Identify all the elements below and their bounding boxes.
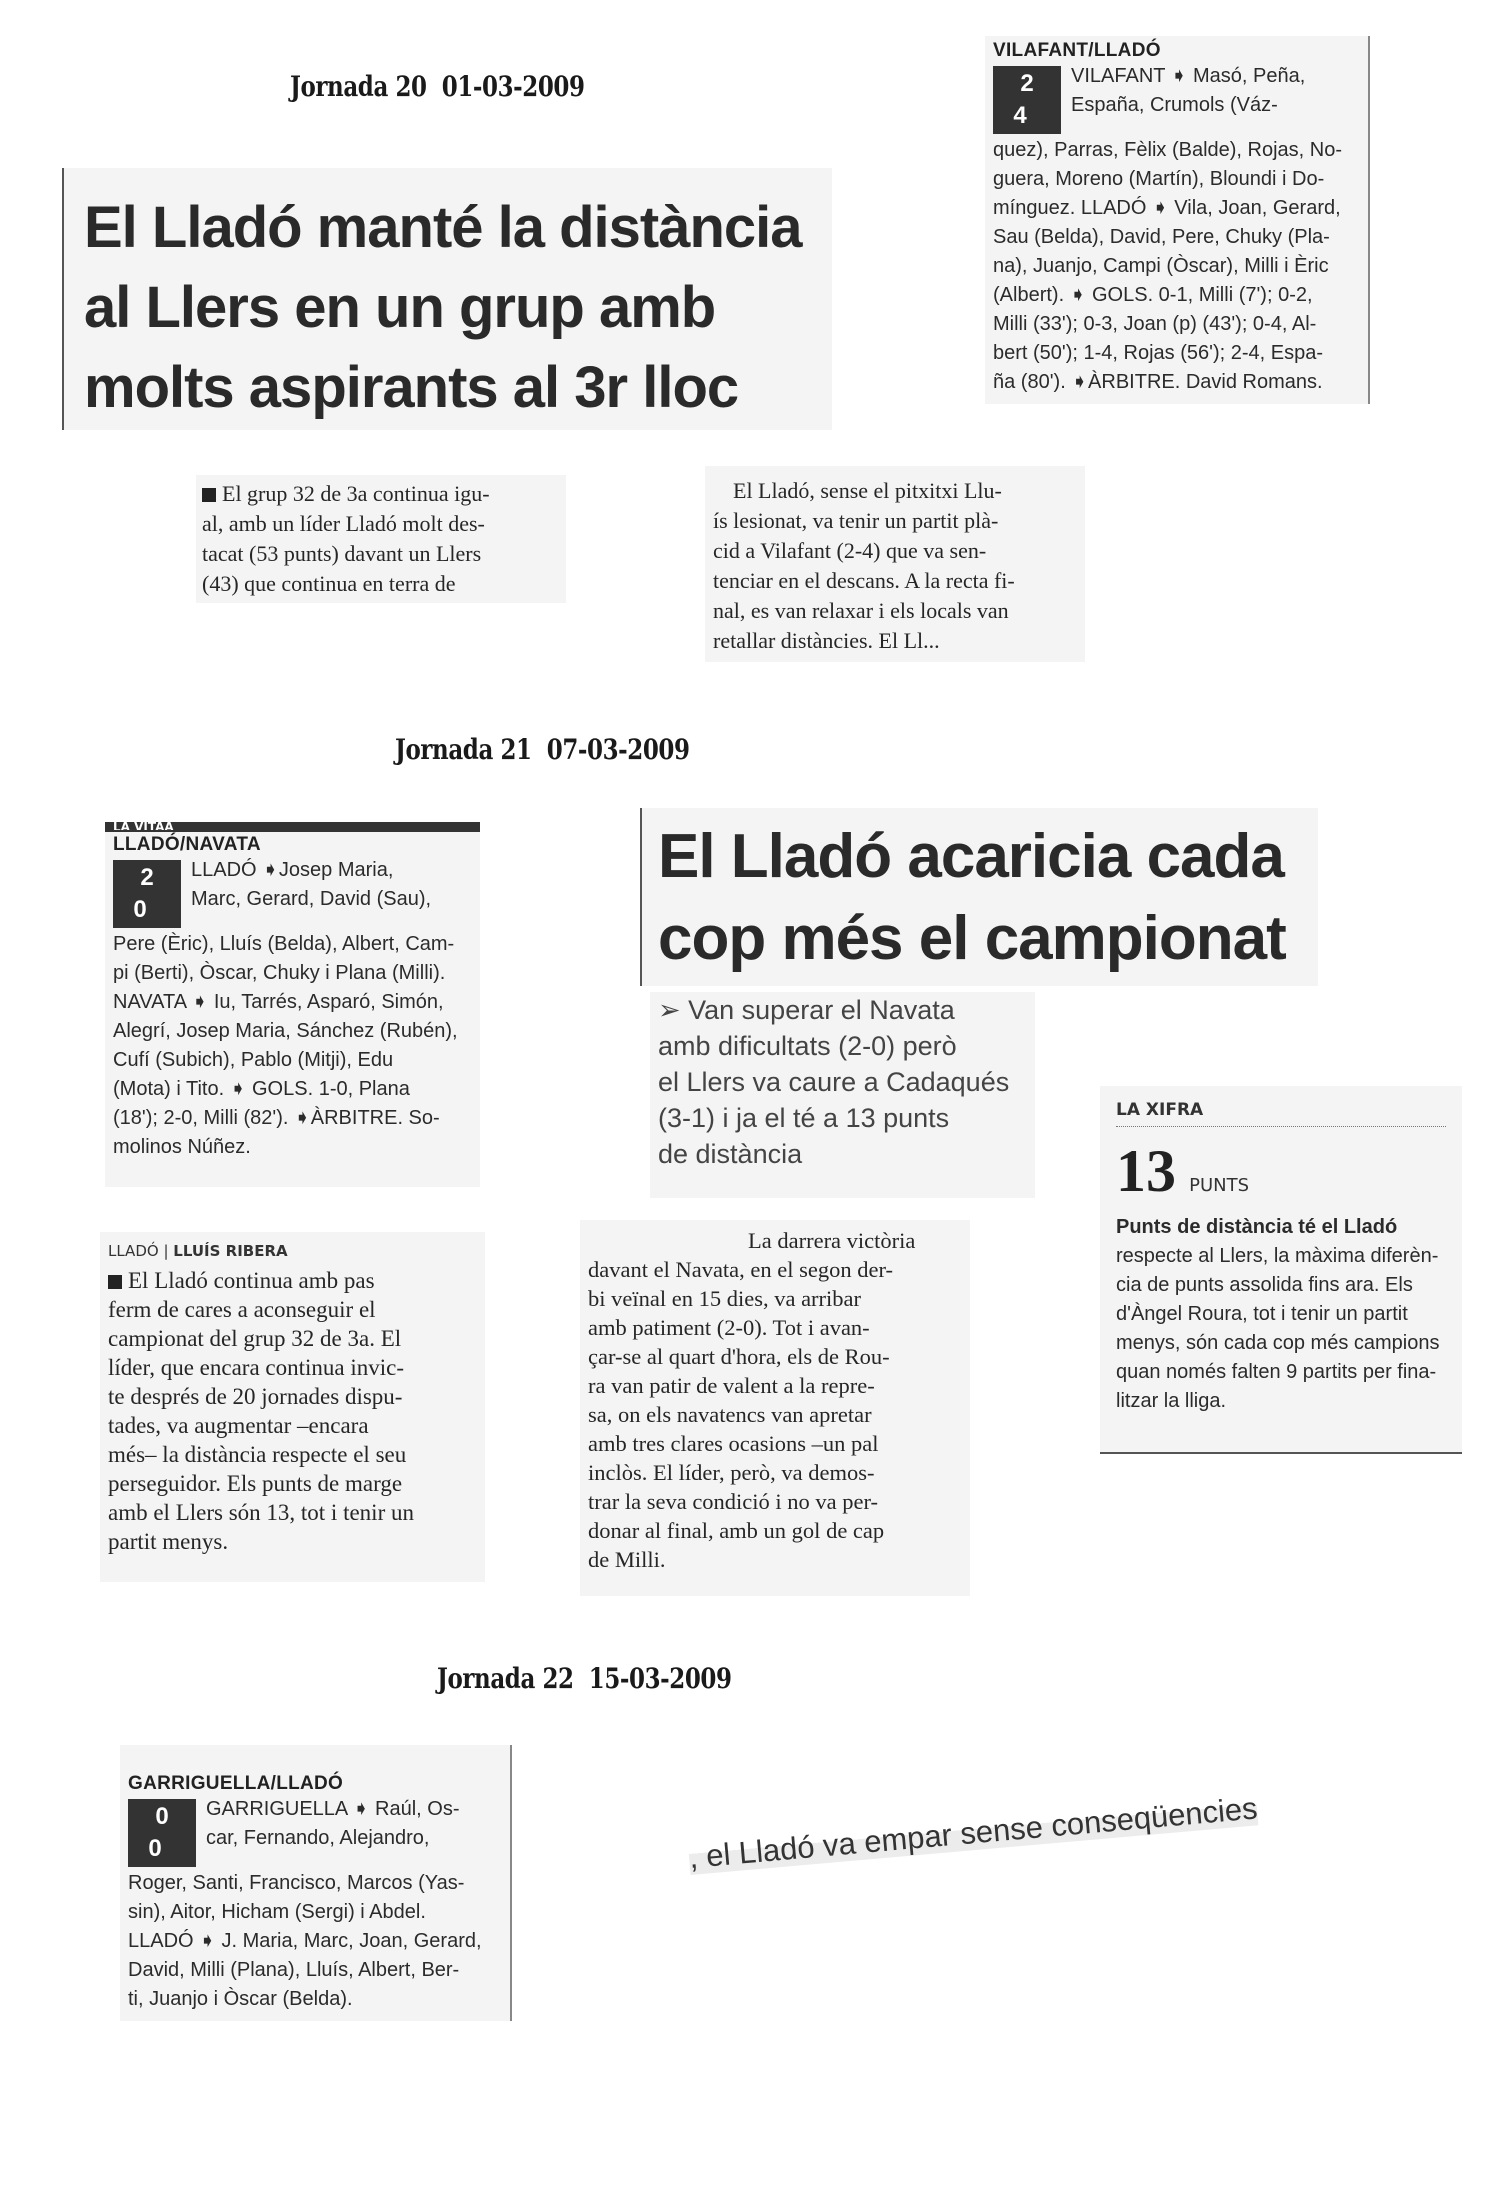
jornada-21-headline-clip xyxy=(640,808,1318,986)
jornada-20-headline: El Lladó manté la distància al Llers en un grup amb molts aspirants al 3r lloc xyxy=(84,195,802,420)
jornada-21-column-1: LLADÓ | LLUÍS RIBERA El Lladó continua amb pas ferm de cares a aconseguir el campionat del grup 32 de 3a. El líder, que encara continua invic- te després de 20 jornades dispu- tades, va augmentar –encara més– la distància respecte el seu perseguidor. Els punts de marge amb el Llers són 13, tot i tenir un partit menys. xyxy=(100,1232,485,1582)
jornada-22-ficha: GARRIGUELLA/LLADÓ 0 0 GARRIGUELLA ➧ Raúl, Os- car, Fernando, Alejandro, Roger, Santi, Francisco, Marcos (Yas- sin), Aitor, Hicham (Sergi) i Abdel. LLADÓ ➧ J. Maria, Marc, Joan, Gerard, David, Milli (Plana), Lluís, Albert, Ber- ti, Juanjo i Òscar (Belda). xyxy=(120,1745,512,2021)
jornada-20-heading: Jornada 20 01-03-2009 xyxy=(290,70,585,103)
score-badge: 2 0 xyxy=(113,860,181,928)
xifra-unit: PUNTS xyxy=(1189,1175,1250,1196)
xifra-title: Punts de distància té el Lladó xyxy=(1116,1216,1398,1238)
score-badge: 2 4 xyxy=(993,66,1061,134)
jornada-20-ficha: VILAFANT/LLADÓ 2 4 VILAFANT ➧ Masó, Peña, España, Crumols (Váz- quez), Parras, Fèlix (Balde), Rojas, No- guera, Moreno (Martín), Bloundi i Do- mínguez. LLADÓ ➧ Vila, Joan, Gerard, Sau (Belda), David, Pere, Chuky (Pla- na), Juanjo, Campi (Òscar), Milli i Èric (Albert). ➧ GOLS. 0-1, Milli (7'); 0-2, Milli (33'); 0-3, Joan (p) (43'); 0-4, Al- bert (50'); 1-4, Rojas (56'); 2-4, Espa- ña (80'). ➧ÀRBITRE. David Romans. xyxy=(985,36,1370,404)
jornada-20-body: El Lladó, sense el pitxitxi Llu- ís lesionat, va tenir un partit plà- cid a Vilafant (2-4) que va sen- tenciar en el descans. A la recta fi- nal, es van relaxar i els locals van retallar distàncies. El Ll... xyxy=(705,466,1085,662)
la-xifra-box: LA XIFRA 13 PUNTS Punts de distància té el Lladó respecte al Llers, la màxima diferèn- cia de punts assolida fins ara. Els d'Àngel Roura, tot i tenir un partit menys, són cada cop més campions quan només falten 9 partits per fina- litzar la lliga. xyxy=(1100,1086,1462,1454)
bullet-square-icon xyxy=(108,1275,122,1289)
jornada-22-note: , el Lladó va empar sense conseqüencies xyxy=(687,1790,1259,1875)
jornada-21-column-2: La darrera victòria davant el Navata, en el segon der- bi veïnal en 15 dies, va arribar amb patiment (2-0). Tot i avan- çar-se al quart d'hora, els de Rou- ra van patir de valent a la repre- sa, on els navatencs van apretar amb tres clares ocasions –un pal inclòs. El líder, però, va demos- trar la seva condició i no va per- donar al final, amb un gol de cap de Milli. xyxy=(580,1220,970,1596)
byline: LLADÓ | LLUÍS RIBERA xyxy=(108,1242,288,1260)
bullet-square-icon xyxy=(202,488,216,502)
section-tag: LA VITAA xyxy=(113,820,174,830)
xifra-number: 13 xyxy=(1116,1138,1176,1204)
ficha-title: VILAFANT/LLADÓ xyxy=(993,40,1161,61)
jornada-21-ficha: LA VITAA LLADÓ/NAVATA 2 0 LLADÓ ➧Josep Maria, Marc, Gerard, David (Sau), Pere (Èric), Lluís (Belda), Albert, Cam- pi (Berti), Òscar, Chuky i Plana (Milli). NAVATA ➧ Iu, Tarrés, Asparó, Simón, Alegrí, Josep Maria, Sánchez (Rubén), Cufí (Subich), Pablo (Mitji), Edu (Mota) i Tito. ➧ GOLS. 1-0, Plana (18'); 2-0, Milli (82'). ➧ÀRBITRE. So- molinos Núñez. xyxy=(105,822,480,1187)
ficha-title: LLADÓ/NAVATA xyxy=(113,834,261,855)
jornada-20-intro: El grup 32 de 3a continua igu- al, amb un líder Lladó molt des- tacat (53 punts) davant un Llers (43) que continua en terra de xyxy=(196,475,566,603)
jornada-21-heading: Jornada 21 07-03-2009 xyxy=(395,733,690,766)
score-badge: 0 0 xyxy=(128,1799,196,1867)
xifra-label: LA XIFRA xyxy=(1116,1094,1446,1127)
jornada-22-heading: Jornada 22 15-03-2009 xyxy=(437,1662,732,1695)
jornada-21-lead: ➢ Van superar el Navata amb dificultats (2-0) però el Llers va caure a Cadaqués (3-1) i ja el té a 13 punts de distància xyxy=(650,992,1035,1198)
jornada-21-headline: El Lladó acaricia cada cop més el campionat xyxy=(658,822,1286,973)
jornada-20-headline-clip xyxy=(62,168,832,430)
ficha-title: GARRIGUELLA/LLADÓ xyxy=(128,1773,344,1794)
